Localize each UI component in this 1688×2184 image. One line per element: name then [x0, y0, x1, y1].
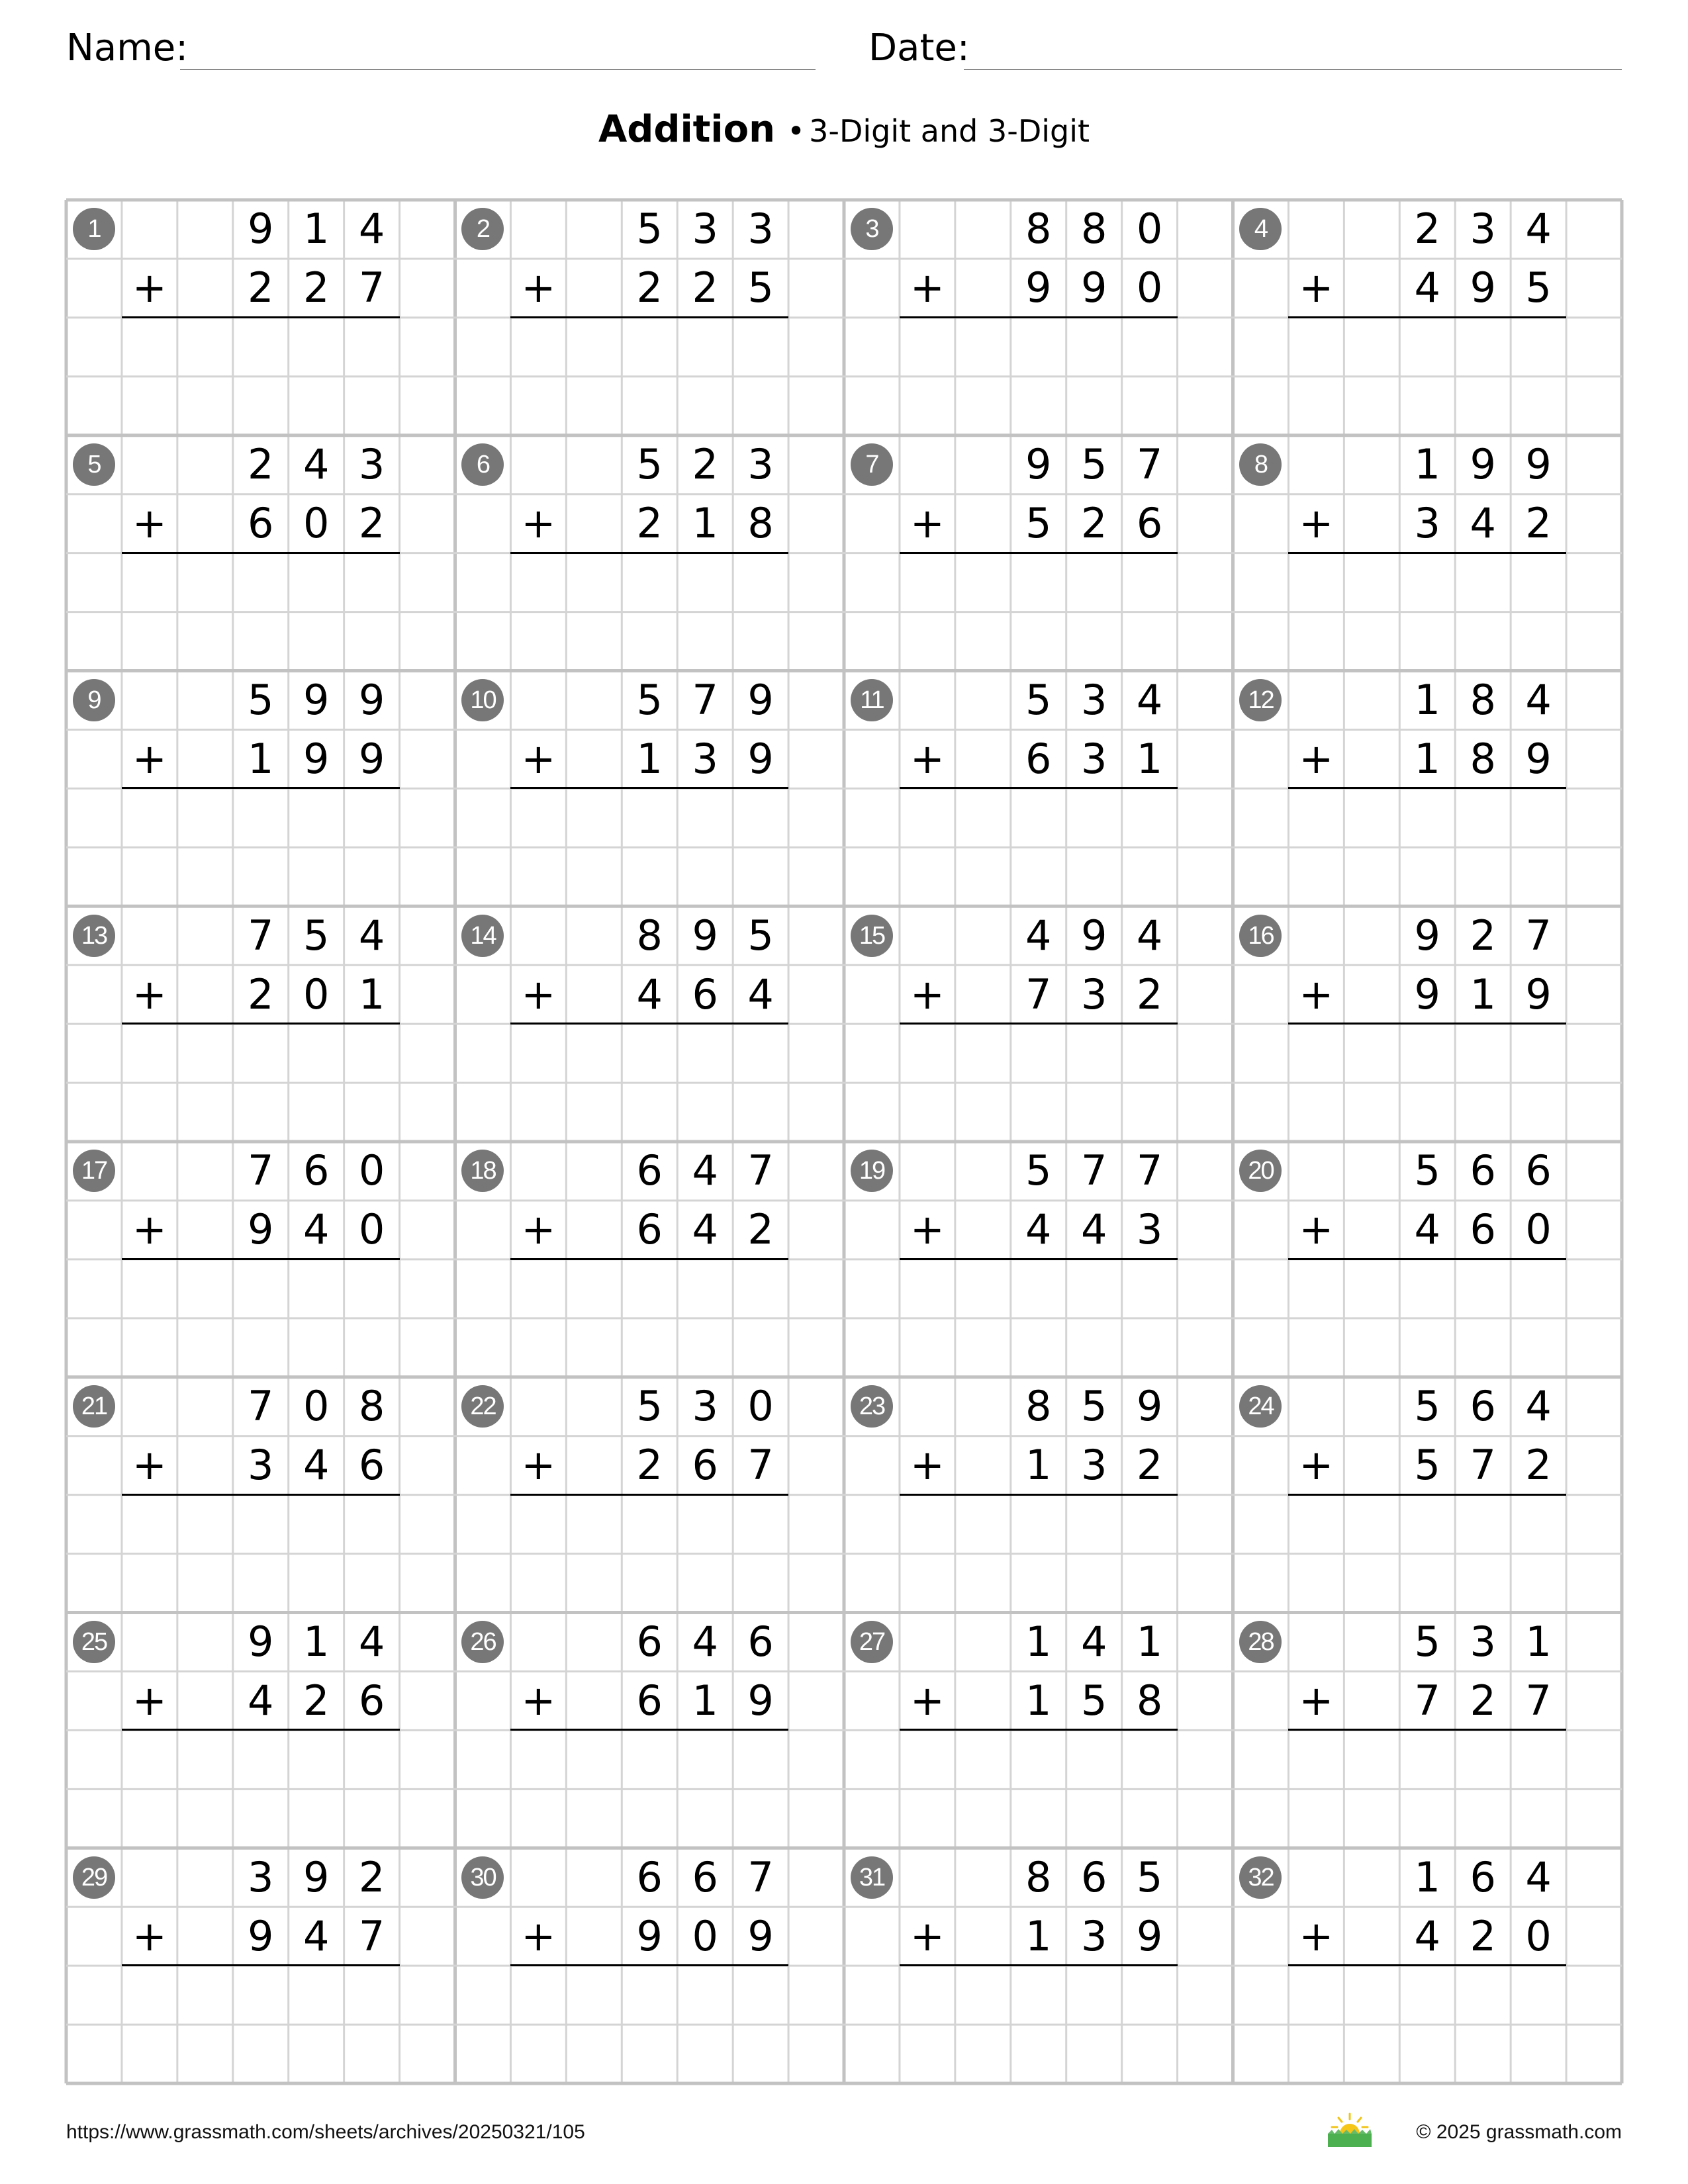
top-digit: 1 [1136, 1617, 1163, 1666]
bottom-digit: 6 [636, 1676, 663, 1725]
bottom-digit: 4 [303, 1205, 330, 1254]
plus-sign: + [1299, 970, 1334, 1019]
top-digit: 0 [358, 1146, 385, 1195]
bottom-digit: 1 [1025, 1441, 1052, 1490]
bottom-digit: 4 [1025, 1205, 1052, 1254]
top-digit: 3 [248, 1852, 274, 1901]
top-digit: 6 [636, 1146, 663, 1195]
bottom-digit: 8 [1470, 734, 1496, 783]
problem-number-badge: 12 [1239, 679, 1282, 721]
bottom-digit: 2 [1470, 1911, 1496, 1960]
plus-sign: + [910, 970, 945, 1019]
top-digit: 0 [747, 1382, 774, 1431]
bottom-digit: 9 [1025, 263, 1052, 312]
plus-sign: + [1299, 1441, 1334, 1490]
problem-number-badge: 10 [461, 679, 504, 721]
bottom-digit: 9 [1525, 970, 1552, 1019]
answer-line[interactable] [900, 552, 1178, 554]
bottom-digit: 9 [248, 1205, 274, 1254]
top-digit: 9 [1136, 1382, 1163, 1431]
bottom-digit: 1 [248, 734, 274, 783]
top-digit: 0 [1136, 205, 1163, 253]
top-digit: 5 [1414, 1382, 1440, 1431]
bottom-digit: 2 [1136, 1441, 1163, 1490]
bottom-digit: 0 [692, 1911, 718, 1960]
bottom-digit: 4 [636, 970, 663, 1019]
bottom-digit: 6 [248, 499, 274, 548]
problem-number-badge: 14 [461, 915, 504, 957]
bottom-digit: 1 [1136, 734, 1163, 783]
bottom-digit: 2 [636, 263, 663, 312]
plus-sign: + [521, 1911, 556, 1960]
bottom-digit: 2 [303, 263, 330, 312]
answer-line[interactable] [510, 552, 788, 554]
top-digit: 6 [1080, 1852, 1107, 1901]
bottom-digit: 7 [358, 263, 385, 312]
bottom-digit: 6 [636, 1205, 663, 1254]
answer-line[interactable] [122, 1964, 400, 1966]
top-digit: 8 [358, 1382, 385, 1431]
top-digit: 6 [692, 1852, 718, 1901]
answer-line[interactable] [510, 1494, 788, 1496]
plus-sign: + [132, 1205, 167, 1254]
answer-line[interactable] [122, 552, 400, 554]
problem-number-badge: 25 [73, 1621, 115, 1663]
bottom-digit: 1 [358, 970, 385, 1019]
bottom-digit: 9 [1414, 970, 1440, 1019]
top-digit: 6 [1470, 1382, 1496, 1431]
bottom-digit: 1 [1470, 970, 1496, 1019]
bottom-digit: 4 [1414, 1205, 1440, 1254]
bottom-digit: 2 [636, 1441, 663, 1490]
problem-number-badge: 29 [73, 1856, 115, 1899]
bottom-digit: 3 [692, 734, 718, 783]
bottom-digit: 9 [636, 1911, 663, 1960]
bottom-digit: 6 [1470, 1205, 1496, 1254]
problem-number-badge: 21 [73, 1385, 115, 1428]
answer-line[interactable] [900, 1729, 1178, 1731]
bottom-digit: 5 [1525, 263, 1552, 312]
top-digit: 3 [1080, 675, 1107, 724]
top-digit: 1 [1525, 1617, 1552, 1666]
plus-sign: + [1299, 263, 1334, 312]
problem-number-badge: 32 [1239, 1856, 1282, 1899]
answer-line[interactable] [510, 787, 788, 789]
top-digit: 5 [1414, 1617, 1440, 1666]
answer-line[interactable] [900, 1494, 1178, 1496]
problem-number-badge: 30 [461, 1856, 504, 1899]
plus-sign: + [521, 970, 556, 1019]
top-digit: 7 [1136, 1146, 1163, 1195]
answer-line[interactable] [1288, 1258, 1566, 1260]
problem-number-badge: 15 [851, 915, 893, 957]
bottom-digit: 7 [1525, 1676, 1552, 1725]
answer-line[interactable] [900, 316, 1178, 318]
problem-number-badge: 28 [1239, 1621, 1282, 1663]
plus-sign: + [132, 1441, 167, 1490]
top-digit: 3 [692, 205, 718, 253]
bottom-digit: 3 [248, 1441, 274, 1490]
answer-line[interactable] [510, 1729, 788, 1731]
top-digit: 4 [358, 911, 385, 960]
bottom-digit: 5 [1414, 1441, 1440, 1490]
bottom-digit: 9 [747, 1911, 774, 1960]
plus-sign: + [521, 499, 556, 548]
top-digit: 6 [636, 1617, 663, 1666]
problem-number-badge: 13 [73, 915, 115, 957]
top-digit: 5 [636, 205, 663, 253]
top-digit: 1 [303, 205, 330, 253]
top-digit: 6 [636, 1852, 663, 1901]
top-digit: 2 [692, 440, 718, 489]
problem-number-badge: 4 [1239, 208, 1282, 250]
problem-number-badge: 8 [1239, 443, 1282, 486]
bottom-digit: 1 [1025, 1676, 1052, 1725]
answer-line[interactable] [900, 1964, 1178, 1966]
bottom-digit: 7 [358, 1911, 385, 1960]
top-digit: 8 [636, 911, 663, 960]
plus-sign: + [521, 263, 556, 312]
top-digit: 4 [1080, 1617, 1107, 1666]
top-digit: 7 [1525, 911, 1552, 960]
top-digit: 5 [303, 911, 330, 960]
top-digit: 9 [1080, 911, 1107, 960]
bottom-digit: 5 [1025, 499, 1052, 548]
top-digit: 3 [1470, 205, 1496, 253]
top-digit: 5 [636, 675, 663, 724]
bottom-digit: 2 [248, 970, 274, 1019]
bottom-digit: 3 [1080, 734, 1107, 783]
bottom-digit: 4 [1080, 1205, 1107, 1254]
bottom-digit: 5 [747, 263, 774, 312]
bottom-digit: 0 [303, 970, 330, 1019]
name-label: Name: [66, 26, 189, 69]
bottom-digit: 0 [1525, 1911, 1552, 1960]
bottom-digit: 4 [248, 1676, 274, 1725]
title-separator: • [786, 113, 806, 149]
top-digit: 3 [692, 1382, 718, 1431]
top-digit: 2 [1470, 911, 1496, 960]
bottom-digit: 4 [747, 970, 774, 1019]
bottom-digit: 9 [303, 734, 330, 783]
top-digit: 4 [1525, 1382, 1552, 1431]
problem-number-badge: 2 [461, 208, 504, 250]
problem-number-badge: 17 [73, 1150, 115, 1192]
bottom-digit: 9 [1080, 263, 1107, 312]
top-digit: 3 [747, 205, 774, 253]
top-digit: 5 [1025, 675, 1052, 724]
bottom-digit: 7 [1470, 1441, 1496, 1490]
top-digit: 9 [303, 1852, 330, 1901]
plus-sign: + [132, 1911, 167, 1960]
top-digit: 7 [248, 1382, 274, 1431]
top-digit: 3 [1470, 1617, 1496, 1666]
bottom-digit: 3 [1080, 1911, 1107, 1960]
answer-line[interactable] [122, 316, 400, 318]
bottom-digit: 4 [692, 1205, 718, 1254]
top-digit: 4 [692, 1146, 718, 1195]
problem-number-badge: 5 [73, 443, 115, 486]
bottom-digit: 1 [636, 734, 663, 783]
top-digit: 7 [1136, 440, 1163, 489]
plus-sign: + [910, 499, 945, 548]
top-digit: 8 [1025, 1382, 1052, 1431]
plus-sign: + [1299, 734, 1334, 783]
plus-sign: + [132, 1676, 167, 1725]
top-digit: 4 [1525, 1852, 1552, 1901]
answer-line[interactable] [510, 1964, 788, 1966]
plus-sign: + [910, 1676, 945, 1725]
problem-number-badge: 11 [851, 679, 893, 721]
bottom-digit: 1 [692, 1676, 718, 1725]
plus-sign: + [910, 1205, 945, 1254]
bottom-digit: 8 [1136, 1676, 1163, 1725]
problem-number-badge: 6 [461, 443, 504, 486]
bottom-digit: 0 [1136, 263, 1163, 312]
plus-sign: + [1299, 1676, 1334, 1725]
bottom-digit: 9 [747, 734, 774, 783]
top-digit: 3 [747, 440, 774, 489]
top-digit: 5 [1136, 1852, 1163, 1901]
top-digit: 2 [248, 440, 274, 489]
plus-sign: + [521, 1205, 556, 1254]
top-digit: 6 [1470, 1146, 1496, 1195]
top-digit: 5 [747, 911, 774, 960]
top-digit: 4 [358, 205, 385, 253]
bottom-digit: 9 [1136, 1911, 1163, 1960]
top-digit: 4 [692, 1617, 718, 1666]
bottom-digit: 7 [1414, 1676, 1440, 1725]
bottom-digit: 9 [1470, 263, 1496, 312]
problem-number-badge: 22 [461, 1385, 504, 1428]
top-digit: 0 [303, 1382, 330, 1431]
problem-number-badge: 16 [1239, 915, 1282, 957]
bottom-digit: 9 [1525, 734, 1552, 783]
plus-sign: + [1299, 1205, 1334, 1254]
bottom-digit: 8 [747, 499, 774, 548]
top-digit: 8 [1080, 205, 1107, 253]
bottom-digit: 4 [303, 1911, 330, 1960]
bottom-digit: 4 [1414, 263, 1440, 312]
bottom-digit: 2 [358, 499, 385, 548]
answer-line[interactable] [122, 1023, 400, 1024]
bottom-digit: 0 [1525, 1205, 1552, 1254]
plus-sign: + [910, 1911, 945, 1960]
problem-number-badge: 27 [851, 1621, 893, 1663]
bottom-digit: 2 [303, 1676, 330, 1725]
plus-sign: + [132, 499, 167, 548]
bottom-digit: 0 [303, 499, 330, 548]
problem-number-badge: 3 [851, 208, 893, 250]
bottom-digit: 4 [1414, 1911, 1440, 1960]
top-digit: 5 [1414, 1146, 1440, 1195]
top-digit: 6 [747, 1617, 774, 1666]
bottom-digit: 2 [636, 499, 663, 548]
top-digit: 5 [636, 1382, 663, 1431]
bottom-digit: 5 [1080, 1676, 1107, 1725]
problem-number-badge: 24 [1239, 1385, 1282, 1428]
bottom-digit: 6 [692, 970, 718, 1019]
top-digit: 9 [248, 1617, 274, 1666]
top-digit: 4 [1525, 675, 1552, 724]
answer-line[interactable] [900, 1258, 1178, 1260]
top-digit: 8 [1025, 1852, 1052, 1901]
answer-line[interactable] [1288, 787, 1566, 789]
top-digit: 8 [1025, 205, 1052, 253]
top-digit: 6 [1525, 1146, 1552, 1195]
problem-number-badge: 1 [73, 208, 115, 250]
date-label: Date: [868, 26, 970, 69]
bottom-digit: 0 [358, 1205, 385, 1254]
bottom-digit: 2 [1525, 1441, 1552, 1490]
bottom-digit: 9 [747, 1676, 774, 1725]
bottom-digit: 9 [248, 1911, 274, 1960]
problem-number-badge: 7 [851, 443, 893, 486]
top-digit: 4 [358, 1617, 385, 1666]
bottom-digit: 6 [358, 1441, 385, 1490]
top-digit: 9 [747, 675, 774, 724]
answer-line[interactable] [122, 1258, 400, 1260]
bottom-digit: 2 [1525, 499, 1552, 548]
bottom-digit: 3 [1080, 1441, 1107, 1490]
answer-line[interactable] [510, 316, 788, 318]
bottom-digit: 6 [1136, 499, 1163, 548]
plus-sign: + [910, 734, 945, 783]
answer-line[interactable] [510, 1258, 788, 1260]
plus-sign: + [910, 263, 945, 312]
answer-line[interactable] [1288, 1023, 1566, 1024]
problem-number-badge: 9 [73, 679, 115, 721]
top-digit: 4 [1525, 205, 1552, 253]
top-digit: 6 [1470, 1852, 1496, 1901]
bottom-digit: 2 [1470, 1676, 1496, 1725]
top-digit: 7 [692, 675, 718, 724]
bottom-digit: 9 [358, 734, 385, 783]
top-digit: 7 [747, 1146, 774, 1195]
top-digit: 7 [1080, 1146, 1107, 1195]
answer-line[interactable] [1288, 1494, 1566, 1496]
plus-sign: + [132, 263, 167, 312]
footer-url[interactable]: https://www.grassmath.com/sheets/archives/20250321/105 [66, 2121, 585, 2143]
sun-over-grass-icon [1327, 2111, 1373, 2148]
bottom-digit: 3 [1414, 499, 1440, 548]
top-digit: 9 [358, 675, 385, 724]
answer-line[interactable] [1288, 552, 1566, 554]
footer-copyright: © 2025 grassmath.com [1416, 2121, 1622, 2143]
top-digit: 9 [692, 911, 718, 960]
top-digit: 9 [303, 675, 330, 724]
top-digit: 7 [747, 1852, 774, 1901]
top-digit: 1 [1025, 1617, 1052, 1666]
bottom-digit: 6 [692, 1441, 718, 1490]
answer-line[interactable] [1288, 1729, 1566, 1731]
top-digit: 1 [1414, 675, 1440, 724]
top-digit: 5 [1080, 1382, 1107, 1431]
bottom-digit: 1 [1025, 1911, 1052, 1960]
bottom-digit: 2 [1136, 970, 1163, 1019]
bottom-digit: 4 [1470, 499, 1496, 548]
top-digit: 4 [1025, 911, 1052, 960]
top-digit: 9 [1470, 440, 1496, 489]
top-digit: 5 [1025, 1146, 1052, 1195]
bottom-digit: 3 [1136, 1205, 1163, 1254]
plus-sign: + [521, 734, 556, 783]
bottom-digit: 6 [358, 1676, 385, 1725]
top-digit: 1 [1414, 440, 1440, 489]
bottom-digit: 1 [692, 499, 718, 548]
bottom-digit: 2 [248, 263, 274, 312]
plus-sign: + [1299, 499, 1334, 548]
answer-line[interactable] [122, 1494, 400, 1496]
problem-number-badge: 26 [461, 1621, 504, 1663]
title-main: Addition [598, 108, 775, 151]
answer-line[interactable] [900, 787, 1178, 789]
plus-sign: + [521, 1441, 556, 1490]
top-digit: 2 [1414, 205, 1440, 253]
bottom-digit: 6 [1025, 734, 1052, 783]
top-digit: 3 [358, 440, 385, 489]
top-digit: 4 [1136, 675, 1163, 724]
top-digit: 9 [1414, 911, 1440, 960]
bottom-digit: 1 [1414, 734, 1440, 783]
bottom-digit: 4 [303, 1441, 330, 1490]
answer-line[interactable] [1288, 1964, 1566, 1966]
bottom-digit: 2 [1080, 499, 1107, 548]
bottom-digit: 7 [1025, 970, 1052, 1019]
problem-number-badge: 18 [461, 1150, 504, 1192]
top-digit: 9 [1525, 440, 1552, 489]
plus-sign: + [132, 734, 167, 783]
top-digit: 9 [1025, 440, 1052, 489]
answer-line[interactable] [1288, 316, 1566, 318]
top-digit: 4 [303, 440, 330, 489]
top-digit: 1 [303, 1617, 330, 1666]
bottom-digit: 3 [1080, 970, 1107, 1019]
top-digit: 6 [303, 1146, 330, 1195]
bottom-digit: 2 [747, 1205, 774, 1254]
title-subtitle: 3-Digit and 3-Digit [809, 113, 1090, 149]
top-digit: 5 [1080, 440, 1107, 489]
problem-number-badge: 20 [1239, 1150, 1282, 1192]
plus-sign: + [910, 1441, 945, 1490]
plus-sign: + [1299, 1911, 1334, 1960]
answer-line[interactable] [900, 1023, 1178, 1024]
top-digit: 5 [636, 440, 663, 489]
top-digit: 1 [1414, 1852, 1440, 1901]
answer-line[interactable] [122, 787, 400, 789]
bottom-digit: 7 [747, 1441, 774, 1490]
problem-number-badge: 19 [851, 1150, 893, 1192]
answer-line[interactable] [122, 1729, 400, 1731]
answer-line[interactable] [510, 1023, 788, 1024]
top-digit: 2 [358, 1852, 385, 1901]
top-digit: 7 [248, 1146, 274, 1195]
top-digit: 9 [248, 205, 274, 253]
problem-number-badge: 23 [851, 1385, 893, 1428]
problem-number-badge: 31 [851, 1856, 893, 1899]
top-digit: 4 [1136, 911, 1163, 960]
top-digit: 8 [1470, 675, 1496, 724]
top-digit: 7 [248, 911, 274, 960]
plus-sign: + [132, 970, 167, 1019]
plus-sign: + [521, 1676, 556, 1725]
bottom-digit: 2 [692, 263, 718, 312]
top-digit: 5 [248, 675, 274, 724]
